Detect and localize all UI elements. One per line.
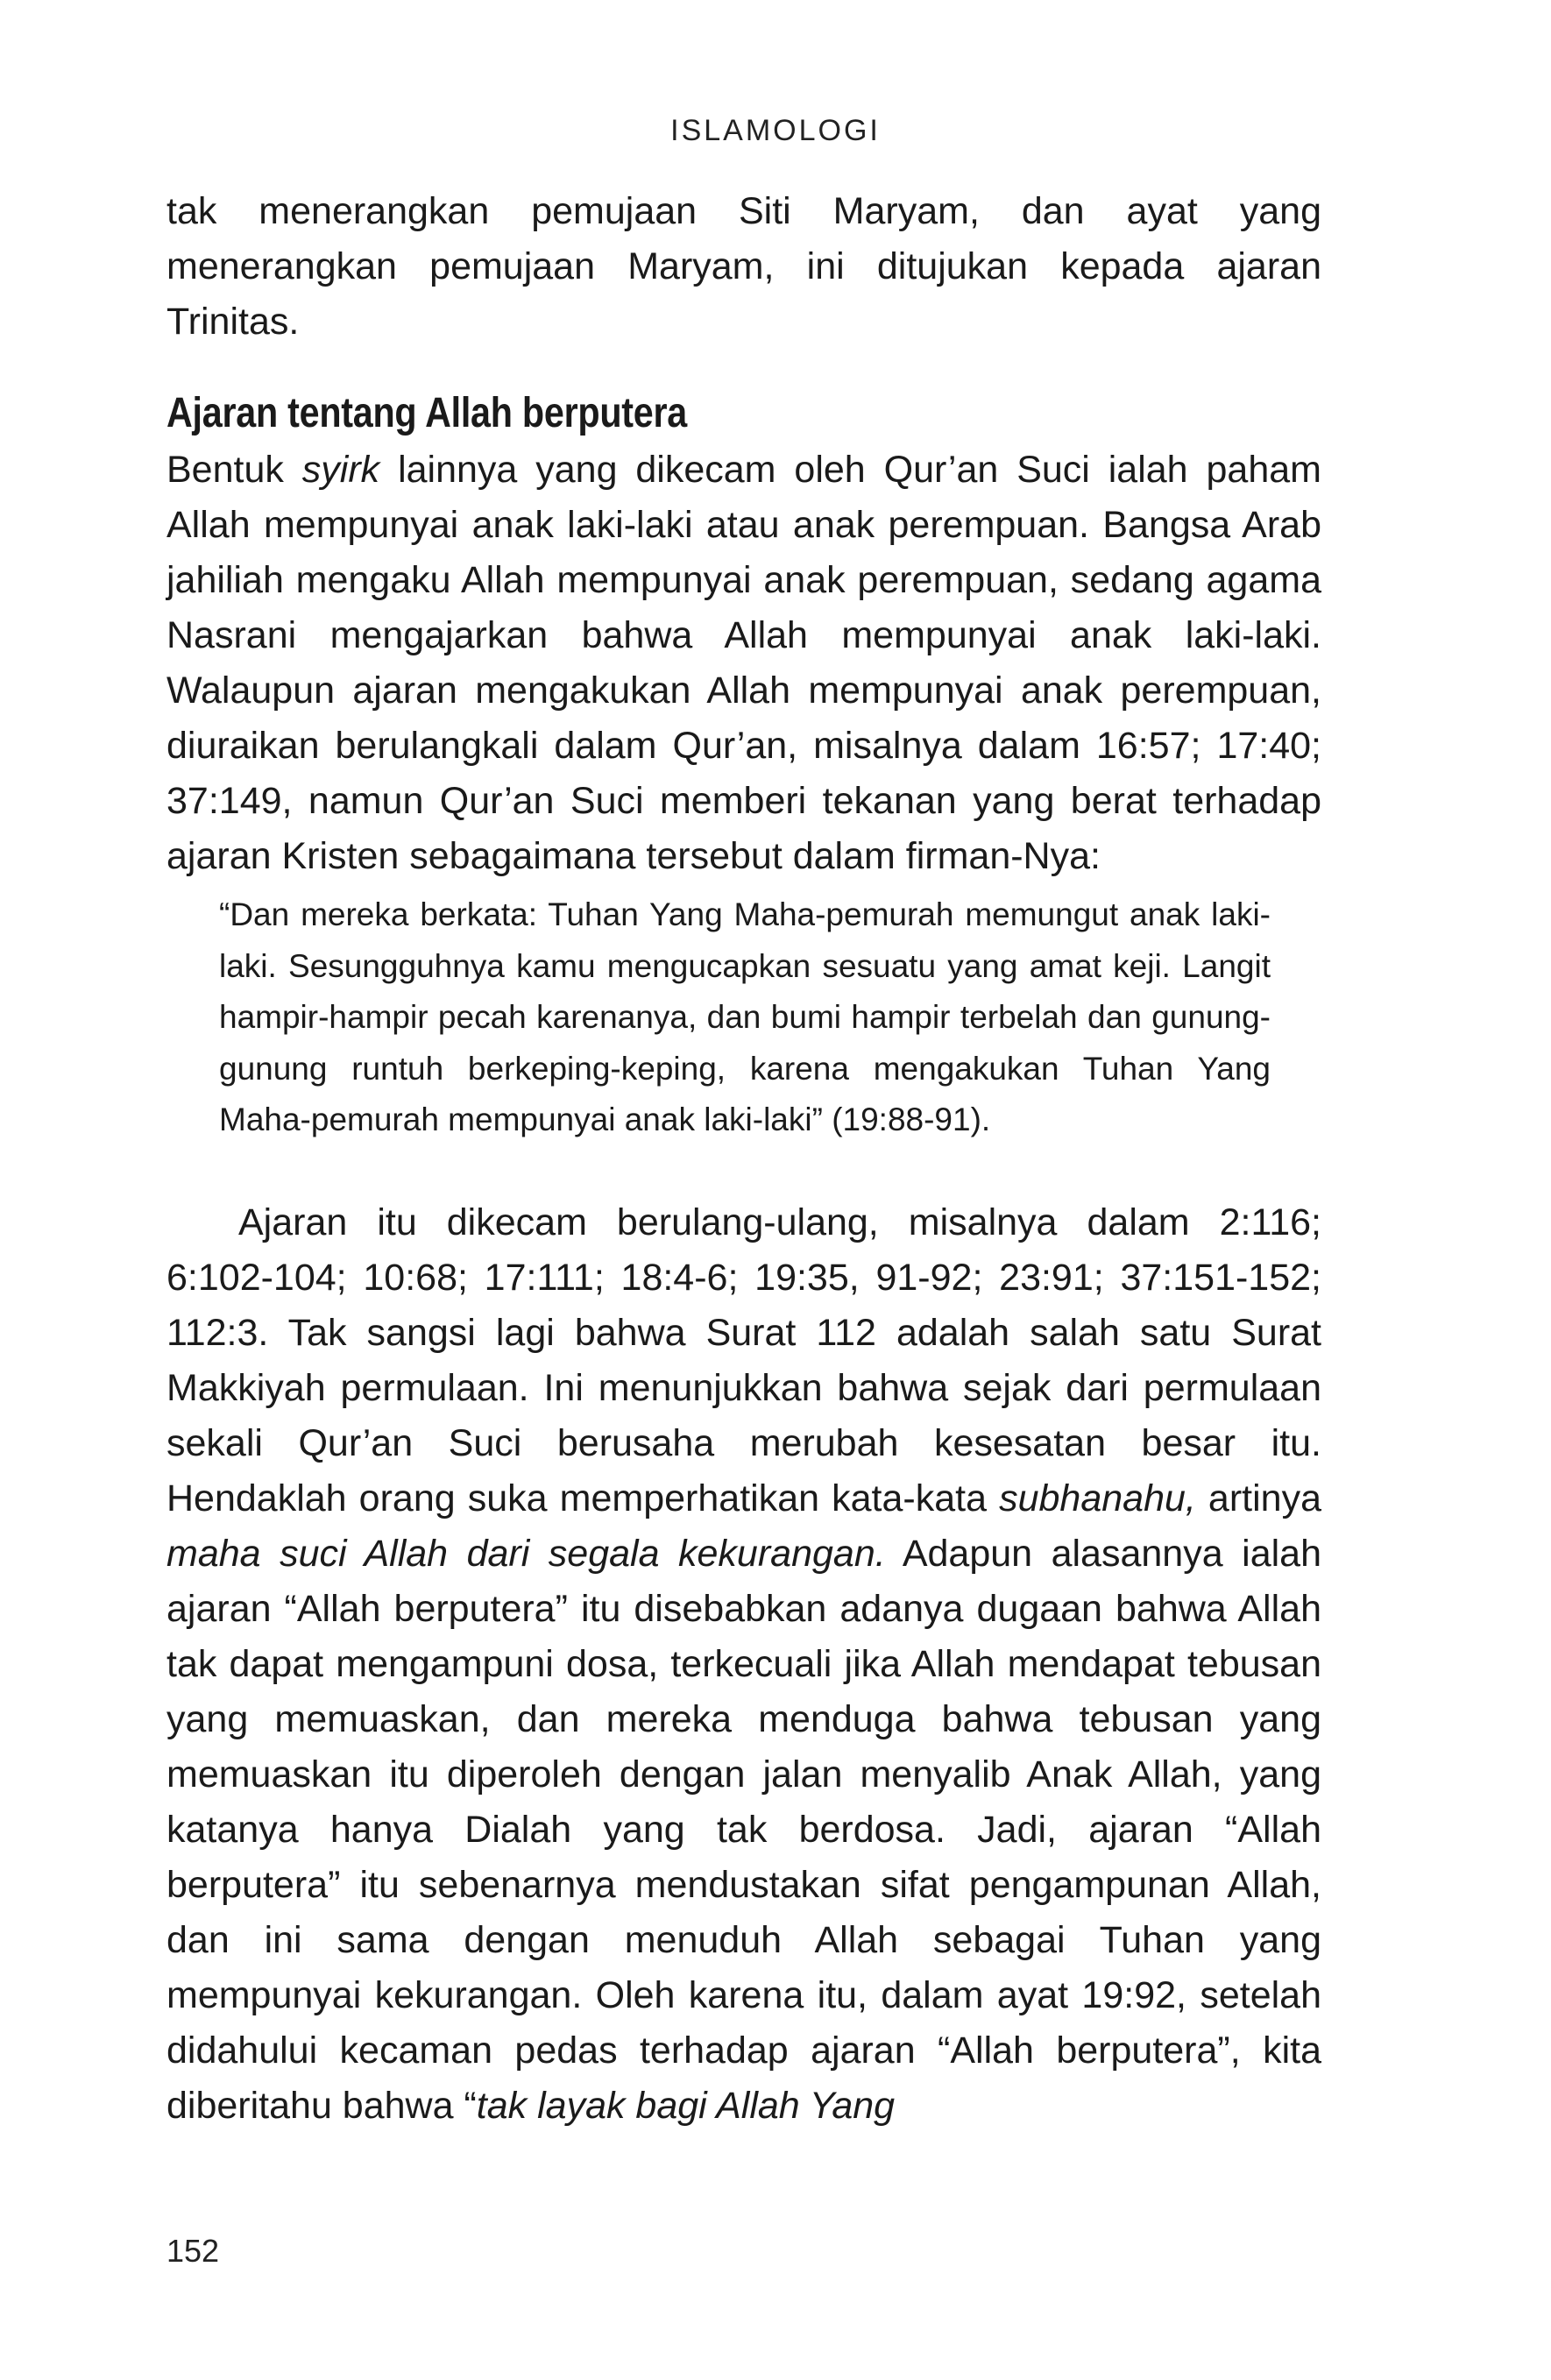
page-body bbox=[166, 184, 1321, 2134]
paragraph-1 bbox=[166, 443, 1321, 884]
running-head: ISLAMOLOGI bbox=[670, 114, 881, 147]
quote-spacer bbox=[166, 1146, 1321, 1195]
intro-paragraph: tak menerangkan pemujaan Siti Maryam, dan ayat yang menerangkan pemujaan Maryam, ini ditujukan kepada ajaran Trinitas. bbox=[166, 190, 1321, 343]
paragraph-2-text-c: Adapun alasannya ialah ajaran “Allah berputera” itu disebabkan adanya dugaan bahwa Allah tak dapat mengampuni dosa, terkecuali jika Allah mendapat tebusan yang memuaskan, dan mereka menduga bahwa tebusan yang memuaskan itu diperoleh dengan jalan menyalib Anak Allah, yang katanya hanya Dialah yang tak berdosa. Jadi, ajaran “Allah berputera” itu sebenarnya mendustakan sifat pengampunan Allah, dan ini sama dengan menuduh Allah sebagai Tuhan yang mempunyai kekurangan. Oleh karena itu, dalam ayat 19:92, setelah didahului kecaman pedas terhadap ajaran “Allah berputera”, kita diberitahu bahwa “ bbox=[166, 1532, 1321, 2127]
paragraph-1-text-b: lainnya yang dikecam oleh Qur’an Suci ialah paham Allah mempunyai anak laki-laki atau anak perempuan. Bangsa Arab jahiliah mengaku Allah mempunyai anak perempuan, sedang agama Nasrani mengajarkan bahwa Allah mempunyai anak laki-laki. Walaupun ajaran mengakukan Allah mempunyai anak perempuan, diuraikan berulangkali dalam Qur’an, misalnya dalam 16:57; 17:40; 37:149, namun Qur’an Suci memberi tekanan yang berat terhadap ajaran Kristen sebagaimana tersebut dalam firman-Nya: bbox=[166, 449, 1321, 877]
block-quote: “Dan mereka berkata: Tuhan Yang Maha-pemurah memungut anak laki-laki. Sesungguhnya kamu mengucapkan sesuatu yang amat keji. Langit hampir-hampir pecah karenanya, dan bumi hampir terbelah dan gunung-gunung runtuh berkeping-keping, karena mengakukan Tuhan Yang Maha-pemurah mempunyai anak laki-laki” (19:88-91). bbox=[219, 896, 1271, 1137]
paragraph-1-text-a: Bentuk bbox=[166, 449, 302, 491]
page-number: 152 bbox=[166, 2233, 220, 2269]
paragraph-2-italic-b: maha suci Allah dari segala kekurangan. bbox=[166, 1532, 886, 1575]
paragraph-2-italic-a: subhanahu, bbox=[999, 1477, 1196, 1519]
paragraph-2-italic-c: tak layak bagi Allah Yang bbox=[476, 2084, 896, 2127]
paragraph-1-italic-term: syirk bbox=[301, 449, 380, 491]
paragraph-2-text-a: Ajaran itu dikecam berulang-ulang, misalnya dalam 2:116; 6:102-104; 10:68; 17:111; 18:4-6; 19:35, 91-92; 23:91; 37:151-152; 112:3. Tak sangsi lagi bahwa Surat 112 adalah salah satu Surat Makkiyah permulaan. Ini menunjukkan bahwa sejak dari permulaan sekali Qur’an Suci berusaha merubah kesesatan besar itu. Hendaklah orang suka memperhatikan kata-kata bbox=[166, 1201, 1321, 1519]
paragraph-2-text-b: artinya bbox=[1195, 1477, 1321, 1519]
paragraph-2 bbox=[166, 1195, 1321, 2134]
section-heading: Ajaran tentang Allah berputera bbox=[166, 390, 687, 436]
